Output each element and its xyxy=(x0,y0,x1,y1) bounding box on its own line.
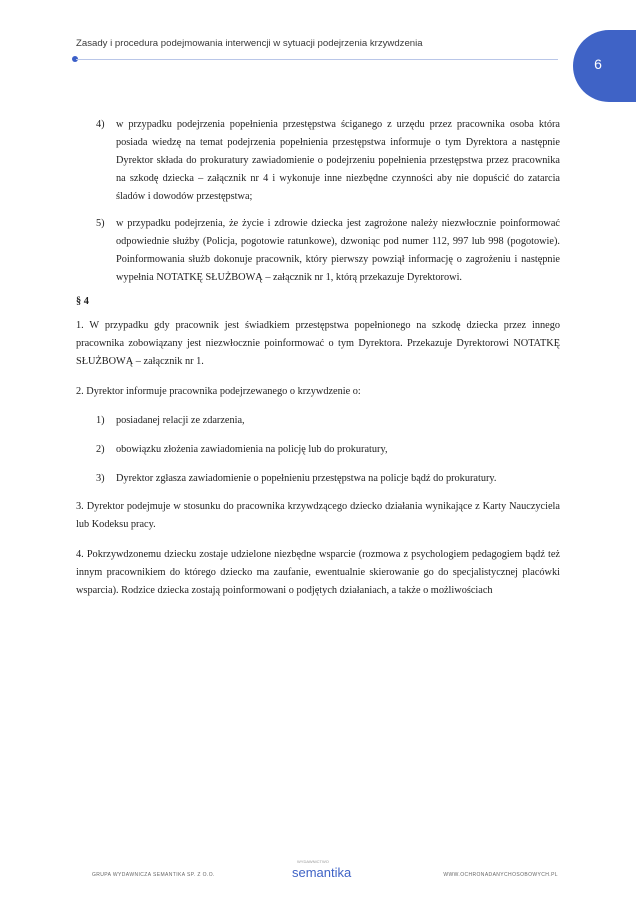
footer-publisher: GRUPA WYDAWNICZA SEMANTIKA SP. Z O.O. xyxy=(92,872,215,878)
header-divider xyxy=(76,59,558,60)
footer-logo-tagline: WYDAWNICTWO xyxy=(297,859,329,864)
paragraph-3: 3. Dyrektor podejmuje w stosunku do pracownika krzywdzącego dziecko działania wynikające z Karty Nauczyciela lub Kodeksu pracy. xyxy=(76,501,560,530)
list-item xyxy=(96,441,560,459)
paragraph-1: 1. W przypadku gdy pracownik jest świadkiem przestępstwa popełnionego na szkodę dziecka przez innego pracownika zobowiązany jest niezwłocznie poinformować o tym Dyrektora. Przekazuje Dyrektorowi NOTATKĘ SŁUŻBOWĄ – załącznik nr 1. xyxy=(76,320,560,367)
document-body xyxy=(76,116,560,600)
list-item-text: w przypadku podejrzenia popełnienia przestępstwa ściganego z urzędu przez pracownika osoba która posiada wiedzę na temat podejrzenia popełnienia przestępstwa informuje o tym Dyrektora a następnie Dyrektor składa do prokuratury zawiadomienie o podejrzeniu popełnienia przestępstwa przez pracownika na szkodę dziecka – załącznik nr 4 i wykonuje inne niezbędne czynności aby nie dopuścić do zatarcia śladów i dowodów przestępstwa; xyxy=(116,119,560,202)
list-item-text: obowiązku złożenia zawiadomienia na policję lub do prokuratury, xyxy=(116,444,388,455)
list-item-text: Dyrektor zgłasza zawiadomienie o popełnieniu przestępstwa na policje bądź do prokuratury. xyxy=(116,473,497,484)
list-item-text: posiadanej relacji ze zdarzenia, xyxy=(116,415,245,426)
list-item-number: 5) xyxy=(96,218,105,229)
footer-website: WWW.OCHRONADANYCHOSOBOWYCH.PL xyxy=(443,872,558,878)
paragraph-4: 4. Pokrzywdzonemu dziecku zostaje udzielone niezbędne wsparcie (rozmowa z psychologiem pedagogiem bądź też innym pracownikiem do którego dziecko ma zaufanie, ewentualnie skierowanie go do specjalistycznej placówki wsparcia). Rodzice dziecka zostają poinformowani o podjętych działaniach, a także o możliwościach xyxy=(76,549,560,596)
list-item xyxy=(96,470,560,488)
list-item xyxy=(96,116,560,206)
page-number: 6 xyxy=(594,56,602,72)
list-item-number: 4) xyxy=(96,119,105,130)
list-item-text: w przypadku podejrzenia, że życie i zdrowie dziecka jest zagrożone należy niezwłocznie poinformować odpowiednie służby (Policja, pogotowie ratunkowe), dzwoniąc pod numer 112, 997 lub 998 (pogotowie). Poinformowania służb dokonuje pracownik, który pierwszy powziął informację o zagrożeniu i następnie wypełnia NOTATKĘ SŁUŻBOWĄ – załącznik nr 1, którą przekazuje Dyrektorowi. xyxy=(116,218,560,283)
paragraph-2: 2. Dyrektor informuje pracownika podejrzewanego o krzywdzenie o: xyxy=(76,386,361,397)
running-header: Zasady i procedura podejmowania interwencji w sytuacji podejrzenia krzywdzenia xyxy=(76,38,423,49)
list-item-number: 1) xyxy=(96,415,105,426)
semantika-logo: semantika xyxy=(292,865,352,880)
list-item xyxy=(96,412,560,430)
page-footer xyxy=(92,859,558,884)
list-item-number: 2) xyxy=(96,444,105,455)
numbered-list-mid xyxy=(76,412,560,488)
section-heading: § 4 xyxy=(76,296,89,307)
list-item xyxy=(96,215,560,287)
numbered-list-top xyxy=(76,116,560,287)
list-item-number: 3) xyxy=(96,473,105,484)
